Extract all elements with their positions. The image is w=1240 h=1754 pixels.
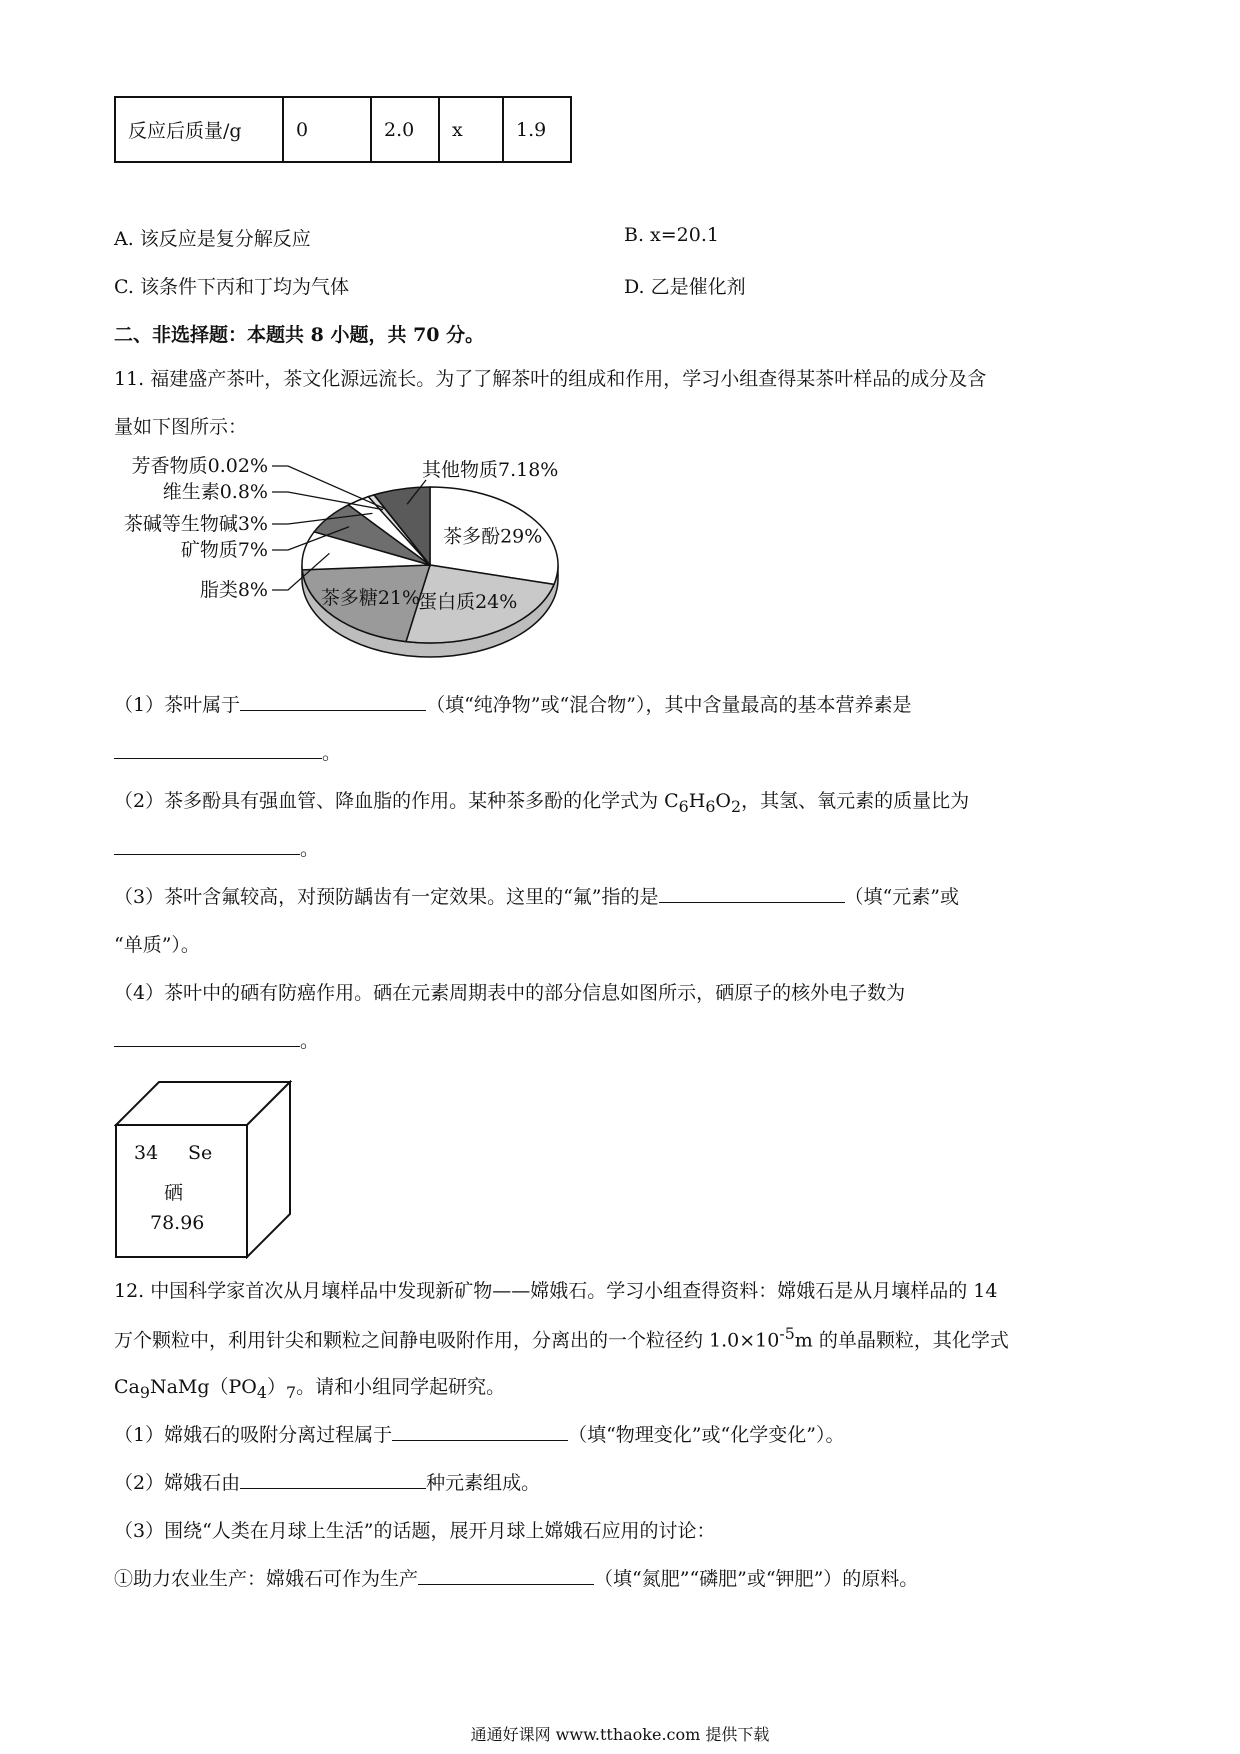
q11-part2-text-a: （2）茶多酚具有强血管、降血脂的作用。某种茶多酚的化学式为 C [114, 790, 679, 812]
answer-blank[interactable] [240, 710, 426, 711]
subscript: 7 [285, 1382, 297, 1402]
option-d: D. 乙是催化剂 [624, 276, 746, 298]
q11-part1-text-b: （填“纯净物”或“混合物”），其中含量最高的基本营养素是 [426, 694, 912, 716]
superscript: -5 [779, 1324, 795, 1343]
q12-part2-text-b: 种元素组成。 [426, 1472, 541, 1494]
formula-text: H [688, 790, 706, 812]
q12-part1 [114, 1420, 844, 1447]
q12-intro-line2 [114, 1324, 1009, 1352]
answer-blank[interactable] [114, 854, 300, 855]
formula-text: NaMg（PO [149, 1376, 257, 1398]
atomic-mass: 78.96 [150, 1212, 205, 1234]
pie-slice-label: 茶多糖21% [320, 586, 421, 609]
q11-intro-line1: 11. 福建盛产茶叶，茶文化源远流长。为了了解茶叶的组成和作用，学习小组查得某茶叶样品的成分及含 [114, 368, 987, 390]
q11-part4-cont [114, 1026, 319, 1053]
option-a: A. 该反应是复分解反应 [114, 228, 311, 250]
pie-slice-label: 矿物质7% [180, 539, 268, 561]
q12-part1-text-a: （1）嫦娥石的吸附分离过程属于 [114, 1424, 393, 1446]
section-title: 二、非选择题：本题共 8 小题，共 70 分。 [114, 324, 485, 346]
q11-intro-line2: 量如下图所示： [114, 416, 248, 438]
option-c: C. 该条件下丙和丁均为气体 [114, 276, 349, 298]
answer-blank[interactable] [659, 902, 845, 903]
table-row-label: 反应后质量/g [115, 97, 283, 162]
page-footer: 通通好课网 www.tthaoke.com 提供下载 [470, 1725, 770, 1744]
formula-text: Ca [114, 1376, 140, 1398]
q11-part4: （4）茶叶中的硒有防癌作用。硒在元素周期表中的部分信息如图所示，硒原子的核外电子数为 [114, 982, 906, 1004]
answer-blank[interactable] [392, 1440, 568, 1441]
q11-part2-text-b: ，其氢、氧元素的质量比为 [741, 790, 970, 812]
q11-part3-cont: “单质”）。 [114, 934, 200, 956]
answer-blank[interactable] [114, 1046, 300, 1047]
q11-part4-end: 。 [300, 1030, 320, 1052]
q12-intro-line3 [114, 1372, 505, 1402]
q11-part1 [114, 690, 911, 717]
composition-pie-chart [100, 440, 660, 680]
q11-part3-text-b: （填“元素”或 [844, 886, 959, 908]
q12-intro-text: m 的单晶颗粒，其化学式 [794, 1329, 1009, 1352]
answer-blank[interactable] [114, 758, 322, 759]
q11-part1-cont [114, 738, 341, 765]
atomic-number: 34 [134, 1142, 159, 1164]
option-b: B. x=20.1 [624, 224, 719, 246]
pie-slice-label: 维生素0.8% [162, 481, 268, 503]
subscript: 4 [256, 1382, 267, 1402]
subscript: 9 [139, 1382, 150, 1402]
q12-intro-line1: 12. 中国科学家首次从月壤样品中发现新矿物——嫦娥石。学习小组查得资料：嫦娥石是从月壤样品的 14 [114, 1280, 998, 1302]
table-row [115, 97, 571, 162]
table-cell: 2.0 [371, 97, 439, 162]
q12-part3-1-text-b: （填“氮肥”“磷肥”或“钾肥”）的原料。 [594, 1568, 919, 1590]
q11-part2 [114, 786, 969, 816]
pie-slice-label: 蛋白质24% [418, 591, 518, 614]
pie-slice-label: 脂类8% [199, 579, 268, 601]
subscript: 6 [705, 796, 716, 816]
pie-slice-label: 其他物质7.18% [422, 459, 559, 481]
element-symbol: Se [188, 1142, 213, 1164]
pie-slice-label: 芳香物质0.02% [131, 455, 268, 477]
q11-part3-text-a: （3）茶叶含氟较高，对预防龋齿有一定效果。这里的“氟”指的是 [114, 886, 659, 908]
pie-slice-label: 茶碱等生物碱3% [123, 513, 268, 535]
q11-part1-end: 。 [322, 742, 342, 764]
formula-text: O [715, 790, 731, 812]
q12-part3-1 [114, 1564, 918, 1591]
formula-text: ） [266, 1376, 286, 1398]
element-name: 硒 [164, 1182, 184, 1204]
q11-part2-end: 。 [300, 838, 320, 860]
q11-part2-cont [114, 834, 319, 861]
pie-slices [302, 487, 558, 643]
q12-part3-1-text-a: ①助力农业生产：嫦娥石可作为生产 [114, 1568, 419, 1590]
selenium-element-card [114, 1080, 294, 1265]
q12-part2 [114, 1468, 540, 1495]
q12-intro-text: 万个颗粒中，利用针尖和颗粒之间静电吸附作用，分离出的一个粒径约 1.0×10 [114, 1329, 780, 1352]
answer-blank[interactable] [240, 1488, 426, 1489]
q11-part3 [114, 882, 959, 909]
q12-intro-text: 。请和小组同学起研究。 [296, 1376, 506, 1398]
table-cell: x [439, 97, 503, 162]
q12-part3: （3）围绕“人类在月球上生活”的话题，展开月球上嫦娥石应用的讨论： [114, 1520, 716, 1542]
reaction-table [114, 96, 572, 163]
q12-part2-text-a: （2）嫦娥石由 [114, 1472, 241, 1494]
subscript: 6 [678, 796, 689, 816]
q12-part1-text-b: （填“物理变化”或“化学变化”）。 [568, 1424, 845, 1446]
pie-slice-label: 茶多酚29% [443, 525, 543, 548]
answer-blank[interactable] [418, 1584, 594, 1585]
subscript: 2 [730, 796, 742, 816]
table-cell: 0 [283, 97, 371, 162]
q11-part1-text-a: （1）茶叶属于 [114, 694, 241, 716]
table-cell: 1.9 [503, 97, 571, 162]
